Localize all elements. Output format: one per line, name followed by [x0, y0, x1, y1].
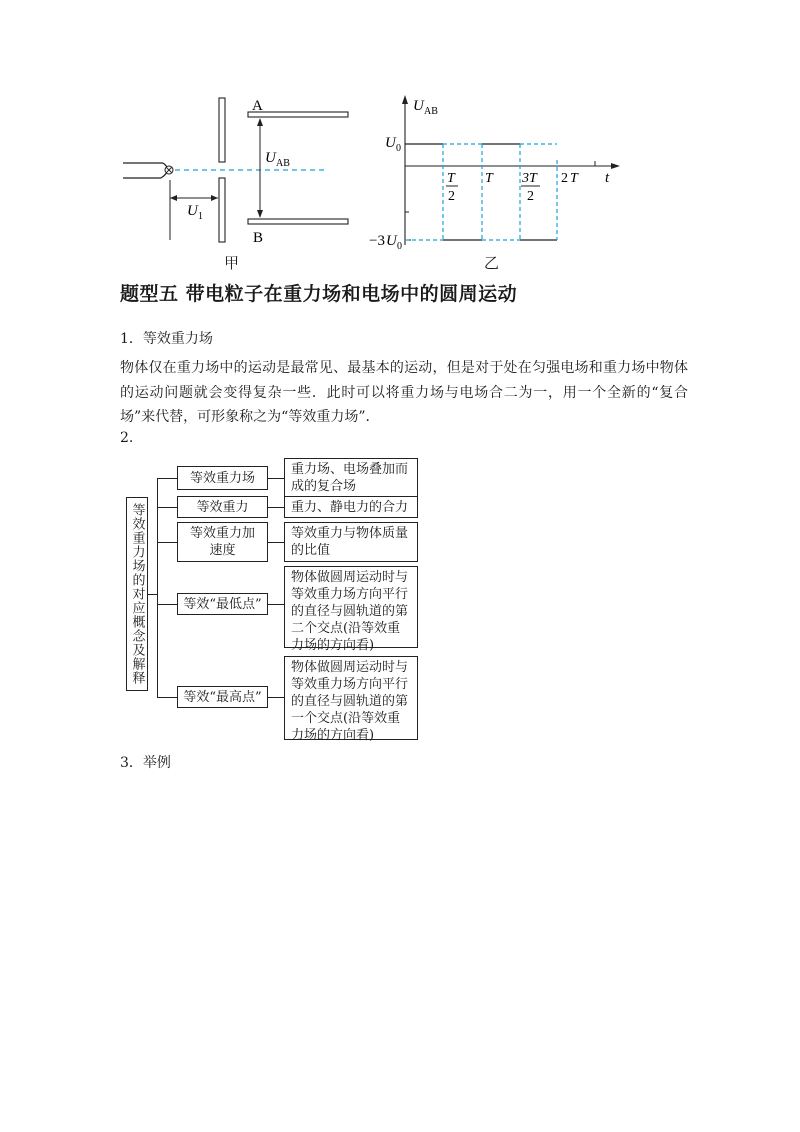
u1-sub: 1 — [198, 211, 203, 222]
caption-yi: 乙 — [484, 254, 500, 272]
tick-3half-num: 3T — [522, 171, 537, 186]
neg-u: U — [386, 233, 397, 249]
concept-map-root-label: 等效重力场的对应概念及解释 — [129, 503, 145, 685]
explain-box: 重力场、电场叠加而成的复合场 — [284, 458, 418, 498]
explain-box: 等效重力与物体质量的比值 — [284, 522, 418, 562]
term-box: 等效“最低点” — [177, 593, 268, 615]
u0-sub: 0 — [396, 143, 401, 154]
term-box: 等效重力加速度 — [177, 522, 268, 562]
item3-heading: 3．举例 — [120, 755, 171, 771]
concept-map-root — [126, 497, 148, 691]
tick-2t-coef: 2 — [561, 171, 568, 186]
explain-box: 物体做圆周运动时与等效重力场方向平行的直径与圆轨道的第二个交点(沿等效重力场的方向看) — [284, 566, 418, 648]
accel-plate-top — [219, 98, 225, 162]
explain-box: 重力、静电力的合力 — [284, 496, 418, 518]
figure-jia — [115, 90, 360, 250]
uab-label: U — [265, 150, 276, 166]
caption-jia: 甲 — [224, 254, 240, 272]
t-axis-label: t — [605, 170, 610, 186]
tick-half-num: T — [447, 171, 455, 186]
y-axis-label: U — [413, 98, 424, 114]
accel-plate-bottom — [219, 178, 225, 242]
explain-box: 物体做圆周运动时与等效重力场方向平行的直径与圆轨道的第一个交点(沿等效重力场的方向看) — [284, 656, 418, 740]
tick-2t-t: T — [570, 171, 578, 186]
plate-a — [248, 112, 348, 117]
concept-map-spine — [157, 478, 158, 697]
neg-prefix: −3 — [369, 233, 385, 249]
tick-half-den: 2 — [448, 189, 455, 204]
section-title: 题型五 带电粒子在重力场和电场中的圆周运动 — [120, 283, 518, 305]
term-box: 等效“最高点” — [177, 686, 268, 708]
plate-a-label: A — [252, 98, 263, 114]
tick-3half-den: 2 — [527, 189, 534, 204]
item1-heading: 1．等效重力场 — [120, 331, 213, 347]
term-box: 等效重力场 — [177, 466, 268, 490]
tick-t: T — [485, 171, 493, 186]
neg-sub: 0 — [397, 241, 402, 250]
term-box: 等效重力 — [177, 496, 268, 518]
figure-yi — [365, 90, 625, 250]
u0-label: U — [385, 135, 396, 151]
wave-guides — [405, 144, 557, 240]
item2-heading: 2. — [120, 430, 134, 446]
item1-paragraph: 物体仅在重力场中的运动是最常见、最基本的运动，但是对于处在匀强电场和重力场中物体的运动问题就会变得复杂一些．此时可以将重力场与电场合二为一，用一个全新的“复合场”来代替，可形象称之为“等效重力场”． — [120, 360, 688, 425]
plate-b-label: B — [253, 230, 264, 246]
u1-label: U — [187, 203, 198, 219]
y-axis-sub: AB — [424, 106, 438, 117]
uab-sub: AB — [276, 158, 290, 169]
plate-b — [248, 219, 348, 224]
